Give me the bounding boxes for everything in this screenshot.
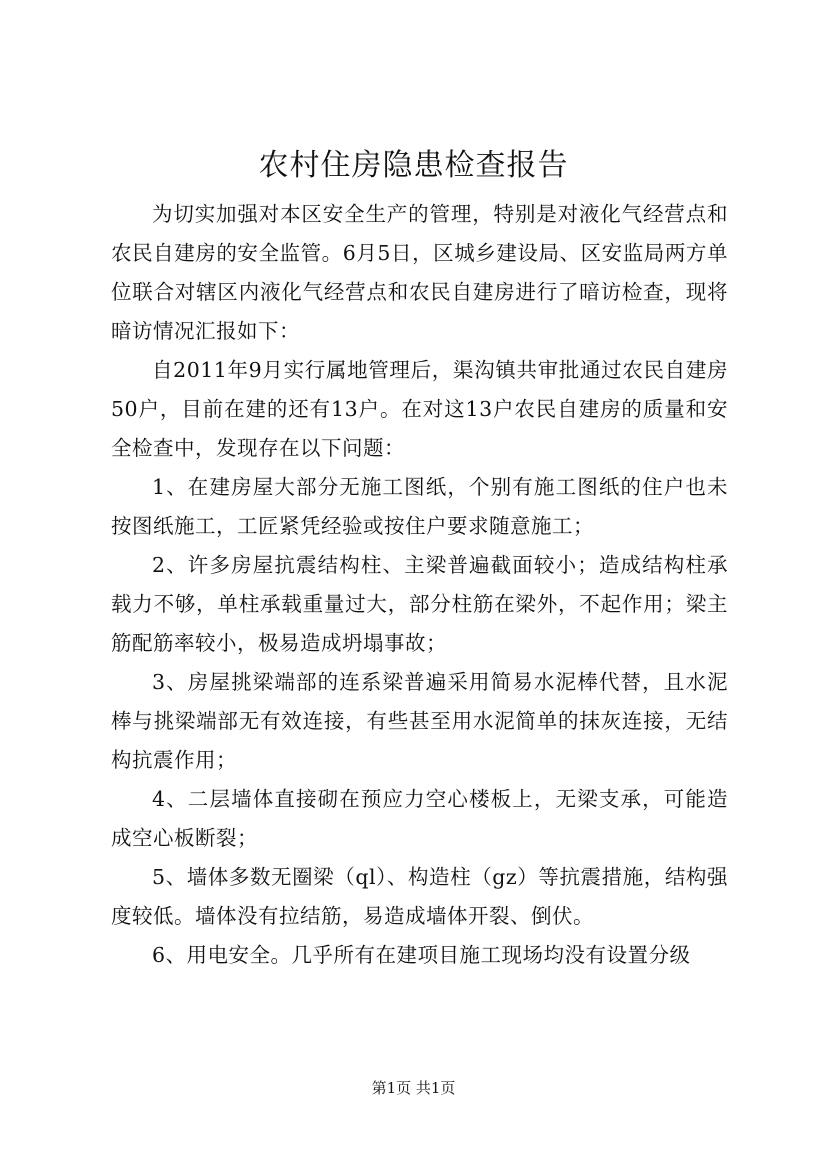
document-title: 农村住房隐患检查报告 <box>258 148 569 183</box>
paragraph-issue-4: 4、二层墙体直接砌在预应力空心楼板上，无梁支承，可能造成空心板断裂； <box>111 787 728 850</box>
paragraph-issue-5: 5、墙体多数无圈梁（ql）、构造柱（gz）等抗震措施，结构强度较低。墙体没有拉结筋，易造成墙体开裂、倒伏。 <box>111 865 728 928</box>
paragraph-issue-2: 2、许多房屋抗震结构柱、主梁普遍截面较小；造成结构柱承载力不够，单柱承载重量过大，部分柱筋在梁外，不起作用；梁主筋配筋率较小，极易造成坍塌事故； <box>111 553 728 655</box>
paragraph-issue-1: 1、在建房屋大部分无施工图纸，个别有施工图纸的住户也未按图纸施工，工匠紧凭经验或按住户要求随意施工； <box>111 475 728 538</box>
paragraph-issue-3: 3、房屋挑梁端部的连系梁普遍采用简易水泥棒代替，且水泥棒与挑梁端部无有效连接，有些甚至用水泥简单的抹灰连接，无结构抗震作用； <box>111 670 728 772</box>
paragraph-intro: 为切实加强对本区安全生产的管理，特别是对液化气经营点和农民自建房的安全监管。6月5日，区城乡建设局、区安监局两方单位联合对辖区内液化气经营点和农民自建房进行了暗访检查，现将暗访情况汇报如下： <box>111 202 728 343</box>
paragraph-overview: 自2011年9月实行属地管理后，渠沟镇共审批通过农民自建房50户，目前在建的还有13户。在对这13户农民自建房的质量和安全检查中，发现存在以下问题： <box>111 358 728 460</box>
document-body <box>111 195 728 975</box>
paragraph-issue-6: 6、用电安全。几乎所有在建项目施工现场均没有设置分级 <box>152 943 691 967</box>
page-number-footer: 第1页 共1页 <box>371 1079 456 1097</box>
